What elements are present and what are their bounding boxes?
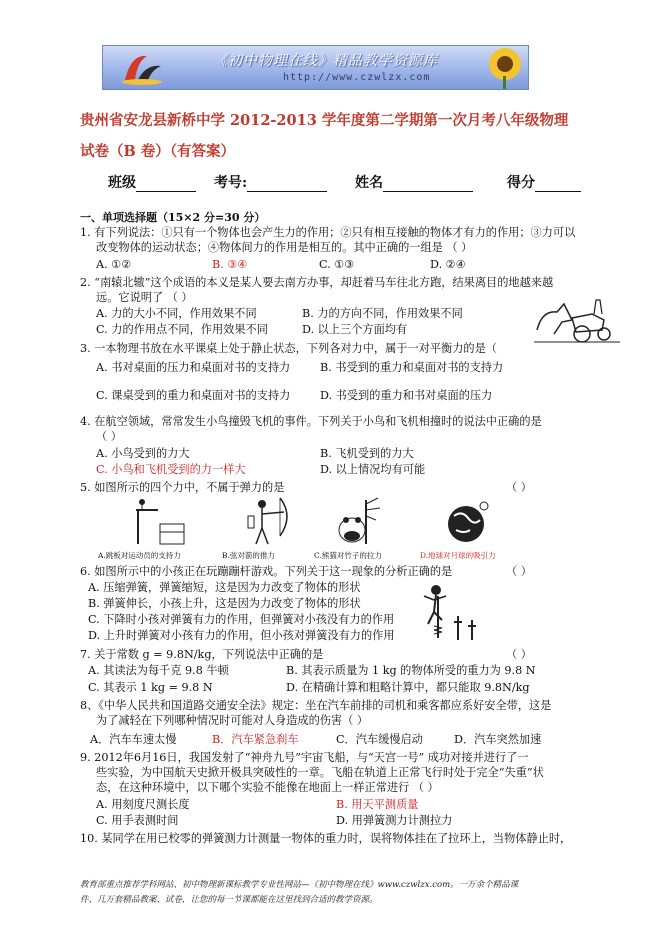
horse-carriage-illustration [532, 290, 622, 345]
q5-answer-paren: （ ） [506, 481, 532, 494]
q2-stem: 2. “南辕北辙”这个成语的本义是某人要去南方办事，却赶着马车往北方跑，结果离目的地越来越 [80, 276, 554, 289]
class-label: 班级 [108, 175, 136, 191]
id-field [214, 172, 327, 192]
q2-option-d[interactable]: D. 以上三个方面均有 [302, 323, 408, 336]
q8-option-b[interactable]: B．汽车紧急刹车 [212, 733, 299, 746]
q7-option-c[interactable]: C. 其表示 1 kg = 9.8 N [88, 681, 213, 694]
paper-version: 试卷（B 卷） [80, 143, 170, 160]
header-banner [102, 45, 529, 90]
q2-option-c[interactable]: C. 力的作用点不同，作用效果不同 [96, 323, 268, 336]
q7-option-d[interactable]: D. 在精确计算和粗略计算中，都只能取 9.8N/kg [286, 681, 530, 694]
q8-option-a[interactable]: A．汽车车速太慢 [90, 733, 177, 746]
q4-option-a[interactable]: A. 小鸟受到的力大 [96, 447, 190, 460]
q9-option-b[interactable]: B. 用天平测质量 [336, 798, 419, 811]
section-heading: 一、单项选择题（15×2 分=30 分） [80, 211, 266, 224]
q8-option-c[interactable]: C．汽车缓慢启动 [336, 733, 423, 746]
q4-option-c[interactable]: C. 小鸟和飞机受到的力一样大 [96, 463, 246, 476]
q6-option-c[interactable]: C. 下降时小孩对弹簧有力的作用，但弹簧对小孩没有力的作用 [88, 613, 395, 626]
q9-option-c[interactable]: C. 用手表测时间 [96, 814, 179, 827]
q2-option-a[interactable]: A. 力的大小不同，作用效果不同 [96, 307, 257, 320]
id-label: 考号: [214, 175, 248, 191]
q7-stem: 7. 关于常数 g = 9.8N/kg，下列说法中正确的是 [80, 648, 324, 661]
footer-line-2: 件、几万套精品教案、试卷，让您的每一节课都能在这里找到合适的教学资源。 [80, 895, 378, 905]
site-logo-icon [117, 50, 167, 86]
footer-line-1: 教育部重点推荐学科网站、初中物理新课标教学专业性网站—《初中物理在线》www.czwlzx.com。一万余个精品课 [80, 880, 519, 890]
q6-stem: 6. 如图所示中的小孩正在玩蹦蹦杆游戏。下列关于这一现象的分析正确的是 [80, 565, 453, 578]
q3-stem: 3. 一本物理书放在水平课桌上处于静止状态，下列各对力中，属于一对平衡力的是（ [80, 342, 497, 355]
q1-option-c[interactable]: C. ①③ [319, 258, 355, 271]
q1-stem: 1. 有下列说法：①只有一个物体也会产生力的作用；②只有相互接触的物体才有力的作用；③力可以 [80, 226, 576, 239]
q3-option-c[interactable]: C. 课桌受到的重力和桌面对书的支持力 [96, 389, 291, 402]
q3-option-a[interactable]: A. 书对桌面的压力和桌面对书的支持力 [96, 361, 291, 374]
q2-option-b[interactable]: B. 力的方向不同，作用效果不同 [302, 307, 463, 320]
q1-stem-cont: 改变物体的运动状态；④物体间力的作用是相互的。其中正确的一组是 （ ） [96, 241, 473, 254]
pogo-stick-illustration [418, 582, 482, 642]
diving-board-illustration [128, 496, 188, 548]
q5-caption-a[interactable]: A.跳板对运动员的支持力 [98, 551, 181, 560]
q8-stem: 8、《中华人民共和国道路交通安全法》规定：坐在汽车前排的司机和乘客都应系好安全带，这是 [80, 699, 552, 712]
q7-option-b[interactable]: B. 其表示质量为 1 kg 的物体所受的重力为 9.8 N [286, 664, 536, 677]
q4-stem-cont: （ ） [96, 430, 122, 443]
q2-stem-cont: 远。它说明了 （ ） [96, 291, 193, 304]
q6-option-b[interactable]: B. 弹簧伸长，小孩上升，这是因为力改变了物体的形状 [88, 597, 361, 610]
q9-option-d[interactable]: D. 用弹簧测力计测拉力 [336, 814, 453, 827]
answer-note: （有答案） [169, 143, 236, 160]
score-blank[interactable] [535, 177, 581, 192]
q6-answer-paren: （ ） [506, 565, 532, 578]
q5-caption-d[interactable]: D.地球对月球的吸引力 [420, 551, 496, 560]
banner-title: 《初中物理在线》精品教学资源库 [213, 53, 438, 69]
q3-option-d[interactable]: D. 书受到的重力和书对桌面的压力 [320, 389, 493, 402]
page-title: 贵州省安龙县新桥中学 2012-2013 学年度第二学期第一次月考八年级物理 [80, 112, 569, 129]
q4-stem: 4. 在航空领域，常常发生小鸟撞毁飞机的事件。下列关于小鸟和飞机相撞时的说法中正确的是 [80, 415, 542, 428]
q1-option-a[interactable]: A. ①② [96, 258, 132, 271]
score-label: 得分 [507, 175, 535, 191]
q10-stem: 10. 某同学在用已校零的弹簧测力计测量一物体的重力时，误将物体挂在了拉环上，当物体静止时， [80, 832, 572, 845]
q4-option-b[interactable]: B. 飞机受到的力大 [320, 447, 414, 460]
q9-option-a[interactable]: A. 用刻度尺测长度 [96, 798, 190, 811]
name-blank[interactable] [383, 177, 473, 192]
panda-bamboo-illustration [330, 496, 390, 548]
q6-option-d[interactable]: D. 上升时弹簧对小孩有力的作用，但小孩对弹簧没有力的作用 [88, 629, 395, 642]
q5-stem: 5. 如图所示的四个力中，不属于弹力的是 [80, 481, 285, 494]
q7-option-a[interactable]: A. 其读法为每千克 9.8 牛顿 [88, 664, 229, 677]
sunflower-icon [475, 46, 527, 89]
q1-option-d[interactable]: D. ②④ [430, 258, 466, 271]
q5-caption-b[interactable]: B.弦对箭的推力 [222, 551, 275, 560]
class-blank[interactable] [136, 177, 196, 192]
page-subtitle [80, 140, 600, 161]
archer-illustration [240, 496, 300, 548]
score-field [507, 172, 581, 192]
q3-option-b[interactable]: B. 书受到的重力和桌面对书的支持力 [320, 361, 504, 374]
q6-option-a[interactable]: A. 压缩弹簧，弹簧缩短，这是因为力改变了物体的形状 [88, 581, 361, 594]
name-field [355, 172, 473, 192]
earth-moon-illustration [446, 500, 490, 546]
id-blank[interactable] [247, 177, 327, 192]
q1-option-b[interactable]: B. ③④ [212, 258, 248, 271]
q9-stem-cont2: 态，在这种环境中，以下哪个实验不能像在地面上一样正常进行 （ ） [96, 781, 439, 794]
q7-answer-paren: （ ） [506, 648, 532, 661]
q9-stem-cont: 些实验，为中国航天史掀开极具突破性的一章。飞船在轨道上正常飞行时处于完全“失重”状 [96, 766, 544, 779]
footer-note [80, 878, 610, 908]
name-label: 姓名 [355, 175, 383, 191]
q8-stem-cont: 为了减轻在下列哪种情况时可能对人身造成的伤害（ ） [96, 714, 369, 727]
q9-stem: 9. 2012年6月16日，我国发射了“神舟九号”宇宙飞船，与“天宫一号” 成功对接并进行了一 [80, 751, 529, 764]
q5-caption-c[interactable]: C.熊猫对竹子的拉力 [314, 551, 382, 560]
banner-url: http://www.czwlzx.com [283, 72, 431, 83]
class-field [108, 172, 196, 192]
q8-option-d[interactable]: D．汽车突然加速 [454, 733, 542, 746]
q4-option-d[interactable]: D. 以上情况均有可能 [320, 463, 426, 476]
